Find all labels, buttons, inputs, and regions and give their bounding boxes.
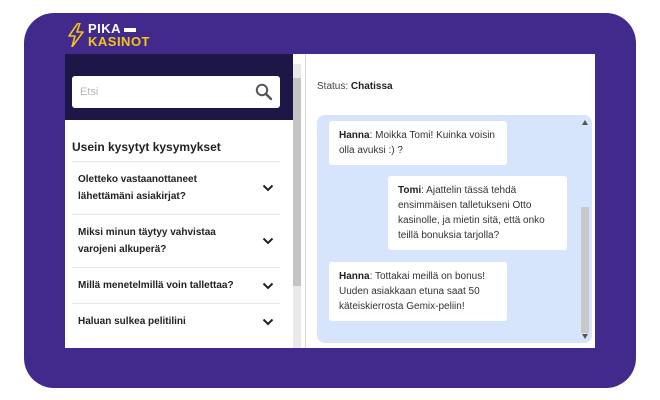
lightning-bolt-icon	[68, 23, 84, 47]
chat-scrollbar[interactable]	[580, 115, 590, 343]
message-text: Moikka Tomi! Kuinka voisin olla avuksi :) ?	[339, 130, 495, 156]
message-sender: Hanna	[339, 130, 370, 141]
message-sender: Hanna	[339, 271, 370, 282]
chevron-down-icon[interactable]	[262, 237, 274, 245]
chat-message: Hanna: Moikka Tomi! Kuinka voisin olla avuksi :) ?	[329, 121, 507, 165]
faq-item[interactable]	[72, 267, 280, 303]
faq-item-label: Miksi minun täytyy vahvistaa varojeni alkuperä?	[78, 227, 216, 255]
faq-item[interactable]	[72, 303, 280, 339]
faq-item-label: Haluan sulkea pelitilini	[78, 316, 186, 327]
search-input[interactable]	[72, 76, 252, 108]
search-icon[interactable]	[255, 83, 273, 101]
message-text: Ajattelin tässä tehdä ensimmäisen talletukseni Otto kasinolle, ja mietin sitä, että onko teillä bonuksia tarjolla?	[398, 185, 545, 241]
brand-line1: PIKA	[88, 21, 122, 36]
faq-scrollbar-thumb[interactable]	[293, 78, 301, 286]
chevron-down-icon[interactable]	[262, 184, 274, 192]
faq-panel	[65, 54, 293, 348]
message-sender: Tomi	[398, 185, 422, 196]
brand-logo	[68, 21, 158, 55]
chat-scrollbar-thumb[interactable]	[581, 207, 589, 333]
search-header	[65, 54, 293, 120]
chevron-down-icon[interactable]	[262, 318, 274, 326]
support-widget	[65, 54, 595, 348]
faq-title: Usein kysytyt kysymykset	[72, 140, 221, 154]
faq-list	[72, 161, 280, 339]
chat-message: Hanna: Tottakai meillä on bonus! Uuden asiakkaan etuna saat 50 käteiskierrosta Gemix-peliin!	[329, 262, 507, 321]
brand-dash	[124, 28, 136, 32]
faq-item[interactable]	[72, 161, 280, 214]
scroll-up-arrow-icon[interactable]	[582, 120, 588, 125]
chat-window	[317, 115, 592, 343]
status-label: Status:	[317, 81, 349, 92]
faq-item-label: Oletteko vastaanottaneet lähettämäni asiakirjat?	[78, 174, 197, 202]
chevron-down-icon[interactable]	[262, 282, 274, 290]
chat-message: Tomi: Ajattelin tässä tehdä ensimmäisen talletukseni Otto kasinolle, ja mietin sitä, että onko teillä bonuksia tarjolla?	[388, 176, 567, 250]
status-value: Chatissa	[350, 81, 393, 92]
app-frame	[24, 13, 636, 388]
message-text: Tottakai meillä on bonus! Uuden asiakkaan etuna saat 50 käteiskierrosta Gemix-peliin!	[339, 271, 486, 312]
panel-divider	[305, 54, 306, 348]
scroll-down-arrow-icon[interactable]	[582, 334, 588, 339]
faq-scrollbar[interactable]	[293, 64, 301, 348]
chat-status	[317, 81, 393, 92]
faq-item-label: Millä menetelmillä voin tallettaa?	[78, 280, 234, 291]
search-box[interactable]	[72, 76, 280, 108]
faq-item[interactable]	[72, 214, 280, 267]
brand-line2: KASINOT	[88, 34, 150, 49]
